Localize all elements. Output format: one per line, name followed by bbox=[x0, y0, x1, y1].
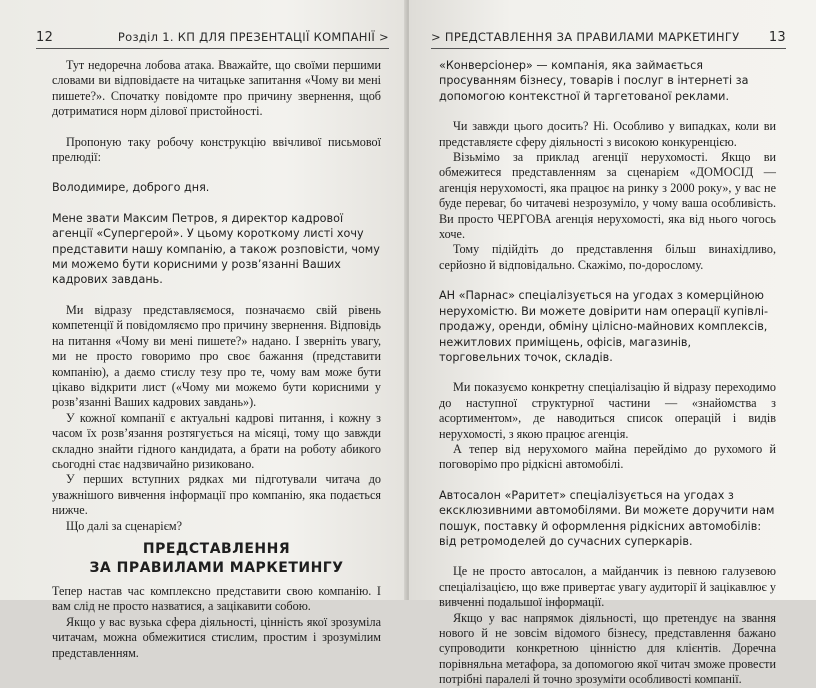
right-running-header bbox=[431, 27, 786, 47]
example-block: Автосалон «Раритет» спеціалізується на угодах з ексклюзивними автомобілями. Ви можете доручити нам пошук, поставку й оформлення рідкісних автомобілів: від ретромоделей до сучасних суперкарів. bbox=[439, 488, 775, 548]
paragraph: Візьмімо за приклад агенції нерухомості. Якщо ви обмежитеся представленням за сценарієм «ДОМОСІД — агенція нерухомості, яка працює на ринку з 2000 року», у вас не буде переваг, бо читачеві незрозуміло, у чому ваша особливість. Ви просто ЧЕРГОВА агенція нерухомості, яка від нього чогось хоче. bbox=[439, 150, 776, 242]
paragraph: Якщо у вас вузька сфера діяльності, цінність якої зрозуміла читачам, можна обмежитися стислим, простим і зрозумілим представленням. bbox=[52, 614, 381, 660]
paragraph: Чи завжди цього досить? Ні. Особливо у випадках, коли ви представляєте сферу діяльності з високою конкуренцією. bbox=[439, 119, 776, 149]
paragraph: Тому підійдіть до представлення більш винахідливо, серйозно й відповідально. Скажімо, по-дорослому. bbox=[439, 242, 776, 272]
example-block: АН «Парнас» спеціалізується на угодах з комерційною нерухомістю. Ви можете довірити нам операції купівлі-продажу, оренди, обміну цілісно-майнових комплексів, нежитлових приміщень, офісів, магазинів, торговельних точок, складів. bbox=[439, 289, 769, 364]
right-page-number: 13 bbox=[768, 29, 786, 45]
example-block: «Конверсіонер» — компанія, яка займається просуванням бізнесу, товарів і послуг в інтернеті за допомогою контекстної й таргетованої реклами. bbox=[439, 59, 749, 103]
paragraph: Тепер настав час комплексно представити свою компанію. І вам слід не просто назватися, а зацікавити собою. bbox=[52, 583, 381, 614]
left-page-body bbox=[52, 58, 381, 661]
left-header-title: Розділ 1. КП ДЛЯ ПРЕЗЕНТАЦІЇ КОМПАНІЇ > bbox=[117, 30, 389, 44]
paragraph: Ми показуємо конкретну спеціалізацію й відразу переходимо до наступної структурної частини — «знайомства з асортиментом», де наводиться список операцій і видів нерухомості, з якою працює агенція. bbox=[439, 380, 776, 441]
paragraph: Ми відразу представляємося, позначаємо свій рівень компетенції й повідомляємо про причину звернення. Відповідь на питання «Чому ви мені пишете?» надано. І зверніть увагу, ми не просто говоримо про своє бажання (представити компанію), а даємо стислу тезу про те, чому вам може бути цікаво відкрити лист («Чому ми можемо бути корисними у розв’язанні Ваших кадрових завдань»). bbox=[52, 302, 381, 410]
example-intro: Мене звати Максим Петров, я директор кадрової агенції «Супергерой». У цьому короткому листі хочу представити нашу компанію, а також розповісти, чому ми можемо бути корисними у розв’язанні Ваших кадрових завдань. bbox=[52, 211, 380, 287]
right-page bbox=[409, 0, 816, 687]
left-page bbox=[0, 0, 407, 660]
section-heading-line2: ЗА ПРАВИЛАМИ МАРКЕТИНГУ bbox=[89, 559, 344, 576]
example-greeting: Володимире, доброго дня. bbox=[52, 181, 210, 195]
left-running-header bbox=[36, 27, 389, 47]
paragraph: Це не просто автосалон, а майданчик із певною галузевою спеціалізацією, що вже привертає увагу аудиторії й зацікавлює у вивченні подальшої інформації. bbox=[439, 564, 776, 610]
paragraph: Тут недоречна лобова атака. Вважайте, що своїми першими словами ви відповідаєте на читацьке запитання «Чому ви мені пишете?». Спочатку повідомте про причину звернення, щоб дотриматися норм ділової пристойності. bbox=[52, 58, 381, 119]
right-header-rule bbox=[431, 48, 786, 49]
left-page-number: 12 bbox=[36, 29, 54, 45]
right-header-title: > ПРЕДСТАВЛЕННЯ ЗА ПРАВИЛАМИ МАРКЕТИНГУ bbox=[431, 30, 740, 44]
paragraph: А тепер від нерухомого майна перейдімо до рухомого й поговорімо про рідкісні автомобілі. bbox=[439, 441, 776, 472]
section-heading bbox=[52, 540, 381, 578]
left-header-rule bbox=[36, 48, 389, 49]
section-heading-line1: ПРЕДСТАВЛЕННЯ bbox=[142, 540, 291, 557]
paragraph: Якщо у вас напрямок діяльності, що претендує на звання нового й не зовсім відомого бізнесу, представлення бажано супроводити конкретною цінністю для клієнтів. Доречна порівняльна метафора, за допомогою якої читач зможе провести потрібні паралелі й точно зрозуміти особливості компанії. bbox=[439, 610, 776, 687]
paragraph: Що далі за сценарієм? bbox=[66, 518, 183, 533]
paragraph: У перших вступних рядках ми підготували читача до уважнішого вивчення інформації про компанію, яка подається нижче. bbox=[52, 472, 381, 518]
paragraph: Пропоную таку робочу конструкцію ввічливої письмової прелюдії: bbox=[52, 134, 381, 165]
paragraph: У кожної компанії є актуальні кадрові питання, і кожну з часом їх розв’язання розтягується на місяці, тому що завжди складно знайти гідного кандидата, а брати на роботу абикого сьогодні стає надзвичайно ризиковано. bbox=[52, 410, 381, 471]
right-page-body bbox=[439, 58, 776, 688]
